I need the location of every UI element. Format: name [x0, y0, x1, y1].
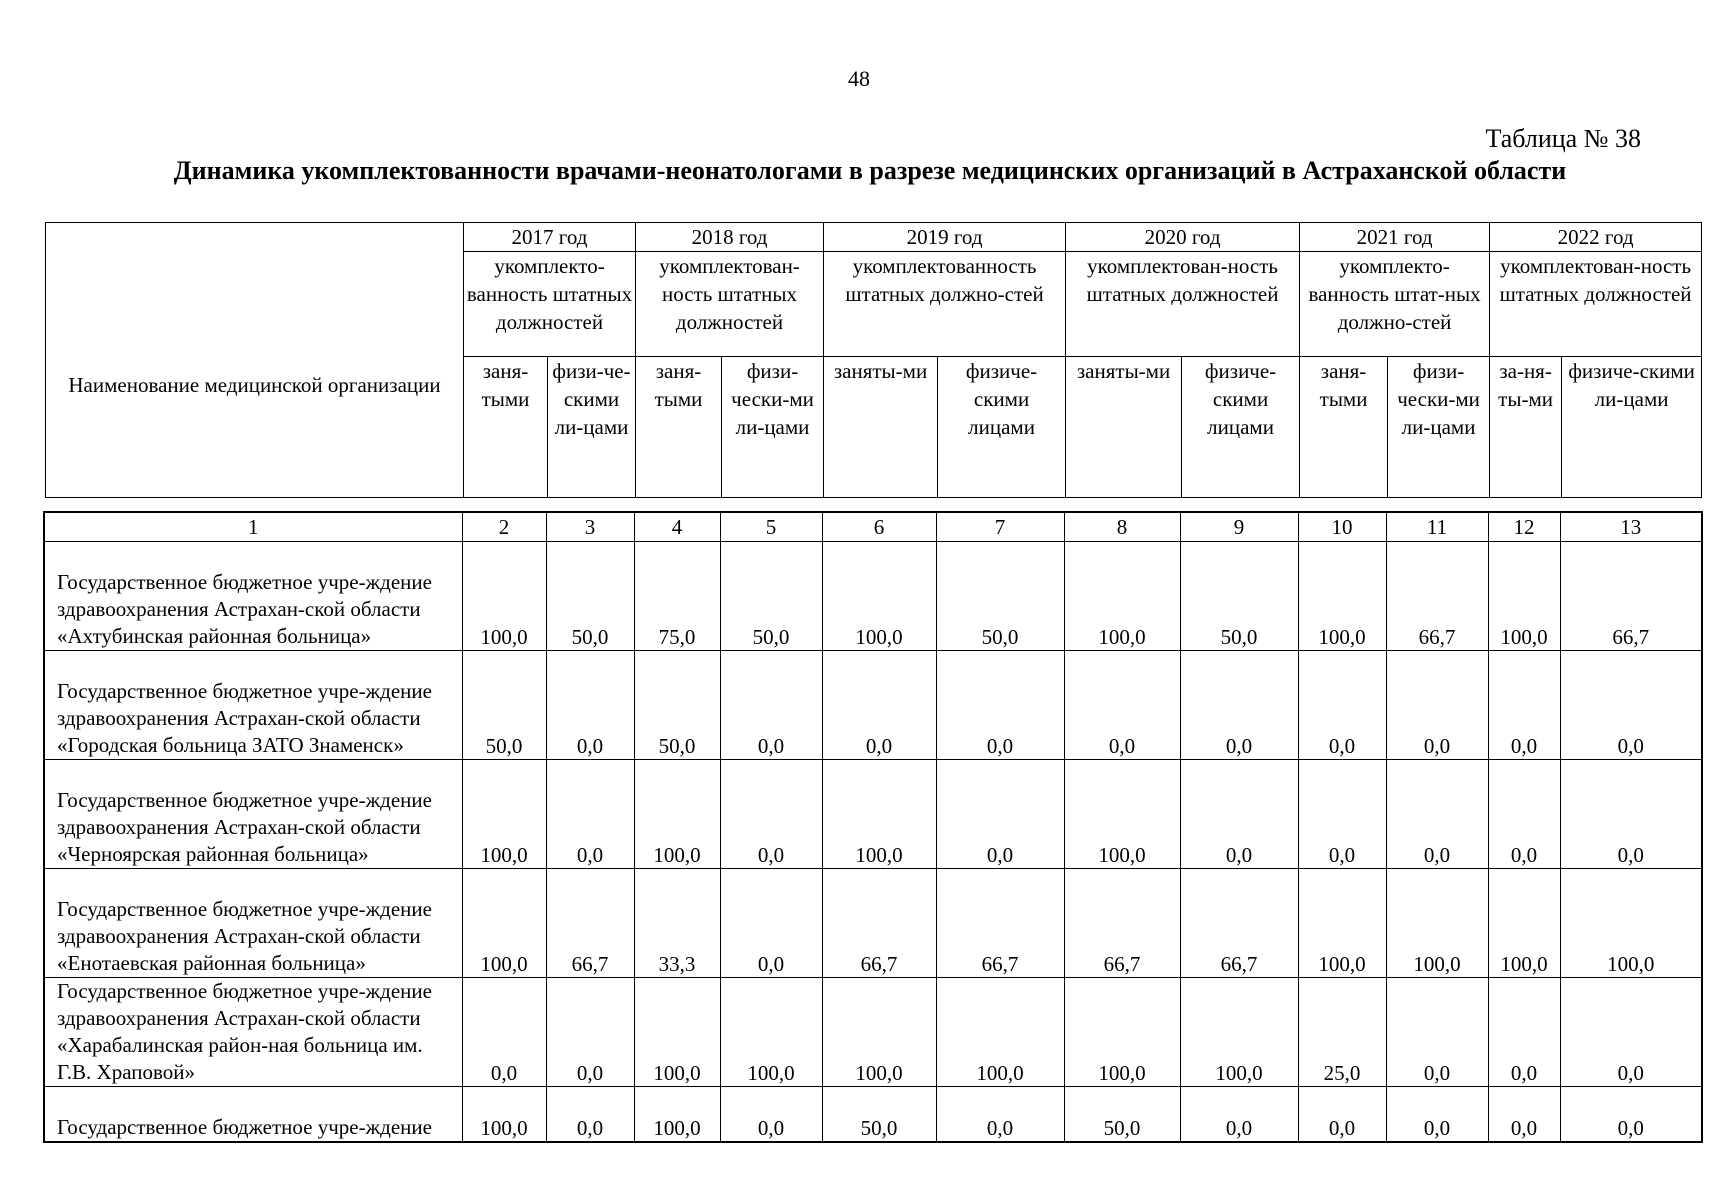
- table-row: [44, 869, 1702, 978]
- staffing-value: 0,0: [1560, 1087, 1702, 1143]
- organization-name: Государственное бюджетное учре-ждение здравоохранения Астрахан-ской области «Харабалинская район-ная больница им. Г.В. Храповой»: [44, 978, 462, 1087]
- staffing-value: 100,0: [822, 760, 936, 869]
- table-header: [45, 222, 1702, 498]
- org-column-header: Наименование медицинской организации: [46, 223, 464, 498]
- staffing-value: 0,0: [1180, 651, 1298, 760]
- staffing-value: 0,0: [720, 869, 822, 978]
- staffing-value: 100,0: [822, 542, 936, 651]
- staffing-value: 0,0: [1386, 760, 1488, 869]
- staffing-value: 100,0: [936, 978, 1064, 1087]
- staffing-value: 0,0: [1298, 651, 1386, 760]
- staffing-value: 0,0: [1180, 1087, 1298, 1143]
- column-number: 2: [462, 512, 546, 542]
- table-row: [44, 542, 1702, 651]
- staffing-value: 100,0: [634, 978, 720, 1087]
- table-row: [44, 651, 1702, 760]
- individuals-subheader: физиче-скими лицами: [938, 357, 1066, 498]
- staffing-value: 75,0: [634, 542, 720, 651]
- staffing-value: 50,0: [822, 1087, 936, 1143]
- column-number: 1: [44, 512, 462, 542]
- staffing-value: 100,0: [1064, 542, 1180, 651]
- staffing-value: 0,0: [1488, 1087, 1560, 1143]
- staffing-value: 100,0: [1064, 760, 1180, 869]
- staffing-value: 50,0: [720, 542, 822, 651]
- staffing-value: 100,0: [720, 978, 822, 1087]
- staffing-value: 100,0: [634, 1087, 720, 1143]
- staffing-value: 66,7: [546, 869, 634, 978]
- year-header: 2018 год: [636, 223, 824, 252]
- column-number: 9: [1180, 512, 1298, 542]
- staffing-value: 100,0: [462, 760, 546, 869]
- individuals-subheader: физи-чески-ми ли-цами: [722, 357, 824, 498]
- occupied-subheader: заняты-ми: [1066, 357, 1182, 498]
- staffing-group-header: укомплектованность штатных должно-стей: [824, 252, 1066, 357]
- column-number-row: [44, 512, 1702, 542]
- staffing-value: 100,0: [1180, 978, 1298, 1087]
- column-number: 3: [546, 512, 634, 542]
- staffing-value: 50,0: [936, 542, 1064, 651]
- staffing-value: 0,0: [720, 651, 822, 760]
- staffing-value: 0,0: [1180, 760, 1298, 869]
- individuals-subheader: физиче-скими ли-цами: [1562, 357, 1702, 498]
- table-row: [44, 978, 1702, 1087]
- staffing-value: 66,7: [1180, 869, 1298, 978]
- staffing-value: 25,0: [1298, 978, 1386, 1087]
- year-header: 2021 год: [1300, 223, 1490, 252]
- year-header: 2020 год: [1066, 223, 1300, 252]
- staffing-value: 0,0: [1386, 651, 1488, 760]
- column-number: 6: [822, 512, 936, 542]
- staffing-value: 100,0: [462, 1087, 546, 1143]
- staffing-value: 0,0: [1064, 651, 1180, 760]
- year-header: 2019 год: [824, 223, 1066, 252]
- staffing-value: 0,0: [936, 1087, 1064, 1143]
- staffing-value: 50,0: [1180, 542, 1298, 651]
- column-number: 4: [634, 512, 720, 542]
- staffing-value: 100,0: [1298, 542, 1386, 651]
- document-title: Динамика укомплектованности врачами-неонатологами в разрезе медицинских организаций в Астраханской области: [173, 156, 1567, 185]
- occupied-subheader: заня-тыми: [1300, 357, 1388, 498]
- staffing-value: 0,0: [1488, 978, 1560, 1087]
- staffing-value: 0,0: [936, 651, 1064, 760]
- staffing-value: 0,0: [1560, 760, 1702, 869]
- staffing-value: 0,0: [462, 978, 546, 1087]
- staffing-value: 50,0: [546, 542, 634, 651]
- staffing-value: 100,0: [1488, 869, 1560, 978]
- page-number: 48: [848, 66, 870, 91]
- column-number: 10: [1298, 512, 1386, 542]
- staffing-value: 0,0: [546, 1087, 634, 1143]
- organization-name: Государственное бюджетное учре-ждение здравоохранения Астрахан-ской области «Енотаевская районная больница»: [44, 869, 462, 978]
- staffing-value: 50,0: [634, 651, 720, 760]
- staffing-value: 50,0: [1064, 1087, 1180, 1143]
- occupied-subheader: заняты-ми: [824, 357, 938, 498]
- staffing-value: 66,7: [1386, 542, 1488, 651]
- table-row: [44, 760, 1702, 869]
- staffing-value: 0,0: [1386, 1087, 1488, 1143]
- staffing-group-header: укомплектован-ность штатных должностей: [1066, 252, 1300, 357]
- year-header: 2017 год: [464, 223, 636, 252]
- year-header: 2022 год: [1490, 223, 1702, 252]
- staffing-value: 100,0: [1298, 869, 1386, 978]
- individuals-subheader: физи-че-скими ли-цами: [548, 357, 636, 498]
- column-number: 12: [1488, 512, 1560, 542]
- staffing-group-header: укомплекто-ванность штат-ных должно-стей: [1300, 252, 1490, 357]
- staffing-value: 0,0: [546, 760, 634, 869]
- staffing-value: 50,0: [462, 651, 546, 760]
- column-number: 13: [1560, 512, 1702, 542]
- staffing-value: 100,0: [1386, 869, 1488, 978]
- staffing-value: 66,7: [1560, 542, 1702, 651]
- organization-name: Государственное бюджетное учре-ждение здравоохранения Астрахан-ской области «Черноярская районная больница»: [44, 760, 462, 869]
- column-number: 11: [1386, 512, 1488, 542]
- staffing-value: 66,7: [822, 869, 936, 978]
- staffing-value: 0,0: [546, 978, 634, 1087]
- staffing-value: 0,0: [1488, 651, 1560, 760]
- organization-name: Государственное бюджетное учре-ждение здравоохранения Астрахан-ской области «Ахтубинская районная больница»: [44, 542, 462, 651]
- staffing-value: 100,0: [462, 869, 546, 978]
- staffing-value: 66,7: [936, 869, 1064, 978]
- organization-name: Государственное бюджетное учре-ждение здравоохранения Астрахан-ской области «Городская больница ЗАТО Знаменск»: [44, 651, 462, 760]
- staffing-value: 0,0: [720, 1087, 822, 1143]
- staffing-value: 0,0: [1560, 651, 1702, 760]
- organization-name: Государственное бюджетное учре-ждение: [44, 1087, 462, 1143]
- individuals-subheader: физиче-скими лицами: [1182, 357, 1300, 498]
- staffing-value: 100,0: [462, 542, 546, 651]
- column-number: 5: [720, 512, 822, 542]
- occupied-subheader: заня-тыми: [636, 357, 722, 498]
- staffing-value: 0,0: [822, 651, 936, 760]
- column-number: 7: [936, 512, 1064, 542]
- staffing-value: 100,0: [822, 978, 936, 1087]
- staffing-group-header: укомплектован-ность штатных должностей: [1490, 252, 1702, 357]
- occupied-subheader: заня-тыми: [464, 357, 548, 498]
- column-number: 8: [1064, 512, 1180, 542]
- table-number: Таблица № 38: [1485, 124, 1641, 153]
- staffing-value: 0,0: [720, 760, 822, 869]
- staffing-value: 100,0: [1064, 978, 1180, 1087]
- staffing-value: 0,0: [1560, 978, 1702, 1087]
- staffing-value: 66,7: [1064, 869, 1180, 978]
- staffing-value: 0,0: [936, 760, 1064, 869]
- staffing-group-header: укомплектован-ность штатных должностей: [636, 252, 824, 357]
- staffing-group-header: укомплекто-ванность штатных должностей: [464, 252, 636, 357]
- occupied-subheader: за-ня-ты-ми: [1490, 357, 1562, 498]
- staffing-value: 33,3: [634, 869, 720, 978]
- staffing-value: 0,0: [1488, 760, 1560, 869]
- staffing-value: 100,0: [634, 760, 720, 869]
- staffing-value: 0,0: [1386, 978, 1488, 1087]
- staffing-value: 0,0: [546, 651, 634, 760]
- staffing-value: 0,0: [1298, 1087, 1386, 1143]
- staffing-value: 100,0: [1488, 542, 1560, 651]
- table-row: [44, 1087, 1702, 1143]
- staffing-value: 0,0: [1298, 760, 1386, 869]
- individuals-subheader: физи-чески-ми ли-цами: [1388, 357, 1490, 498]
- table-body: [43, 511, 1703, 1143]
- staffing-value: 100,0: [1560, 869, 1702, 978]
